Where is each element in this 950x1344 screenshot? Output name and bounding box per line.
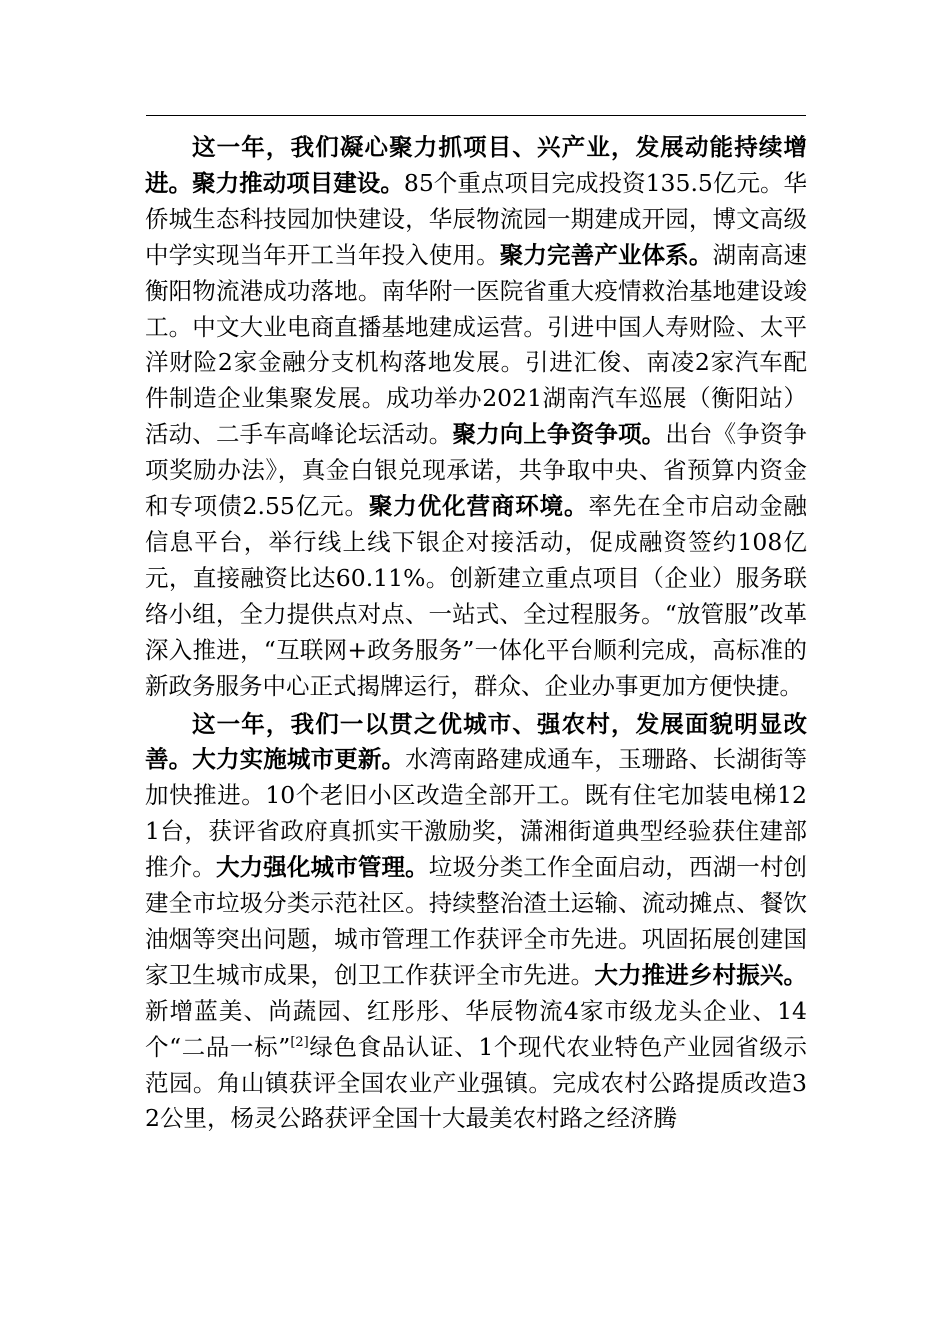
subheading-funding: 聚力向上争资争项。 [452,420,666,449]
paragraph-projects-industry [145,130,807,705]
body-text: 湖南高速衡阳物流港成功落地。南华附一医院省重大疫情救治基地建设竣工。中文大业电商直播基地建成运营。引进中国人寿财险、太平洋财险2家金融分支机构落地发展。引进汇俊、南凌2家汽车配件制造企业集聚发展。成功举办2021湖南汽车巡展（衡阳站）活动、二手车高峰论坛活动。 [145,240,808,449]
document-body [145,130,807,1137]
body-text: 新增蓝美、尚蔬园、红彤彤、华辰物流4家市级龙头企业、14个“二品一标” [145,996,807,1061]
footnote-marker[interactable]: [2] [290,1034,309,1050]
header-rule [146,115,806,116]
subheading-projects: 聚力推动项目建设。 [192,168,404,197]
body-text: 85个重点项目完成投资135.5亿元。华侨城生态科技园加快建设，华辰物流园一期建成开园，博文高级中学实现当年开工当年投入使用。 [145,168,808,269]
lead-sentence: 这一年，我们凝心聚力抓项目、兴产业，发展动能持续增进。 [145,133,807,197]
lead-sentence: 这一年，我们一以贯之优城市、强农村，发展面貌明显改善。 [145,709,807,774]
body-text: 绿色食品认证、1个现代农业特色产业园省级示范园。角山镇获评全国农业产业强镇。完成农村公路提质改造32公里，杨灵公路获评全国十大最美农村路之经济腾 [145,1032,807,1133]
subheading-urban-renewal: 大力实施城市更新。 [192,745,406,774]
paragraph-city-rural [145,707,807,1138]
body-text: 出台《争资争项奖励办法》，真金白银兑现承诺，共争取中央、省预算内资金和专项债2.55亿元。 [145,420,808,521]
body-text: 垃圾分类工作全面启动，西湖一村创建全市垃圾分类示范社区。持续整治渣土运输、流动摊点、餐饮油烟等突出问题，城市管理工作获评全市先进。巩固拓展创建国家卫生城市成果，创卫工作获评全市先进。 [145,853,808,989]
body-text: 水湾南路建成通车，玉珊路、长湖街等加快推进。10个老旧小区改造全部开工。既有住宅加装电梯121台，获评省政府真抓实干激励奖，潇湘街道典型经验获住建部推介。 [145,745,808,882]
subheading-city-management: 大力强化城市管理。 [215,853,429,882]
body-text: 率先在全市启动金融信息平台，举行线上线下银企对接活动，促成融资签约108亿元，直接融资比达60.11%。创新建立重点项目（企业）服务联络小组，全力提供点对点、一站式、全过程服务。“放管服”改革深入推进，“互联网+政务服务”一体化平台顺利完成，高标准的新政务服务中心正式揭牌运行，群众、企业办事更加方便快捷。 [145,492,808,700]
subheading-business-environment: 聚力优化营商环境。 [368,492,589,521]
subheading-industry-system: 聚力完善产业体系。 [499,240,713,269]
subheading-rural-revitalization: 大力推进乡村振兴。 [594,960,808,989]
